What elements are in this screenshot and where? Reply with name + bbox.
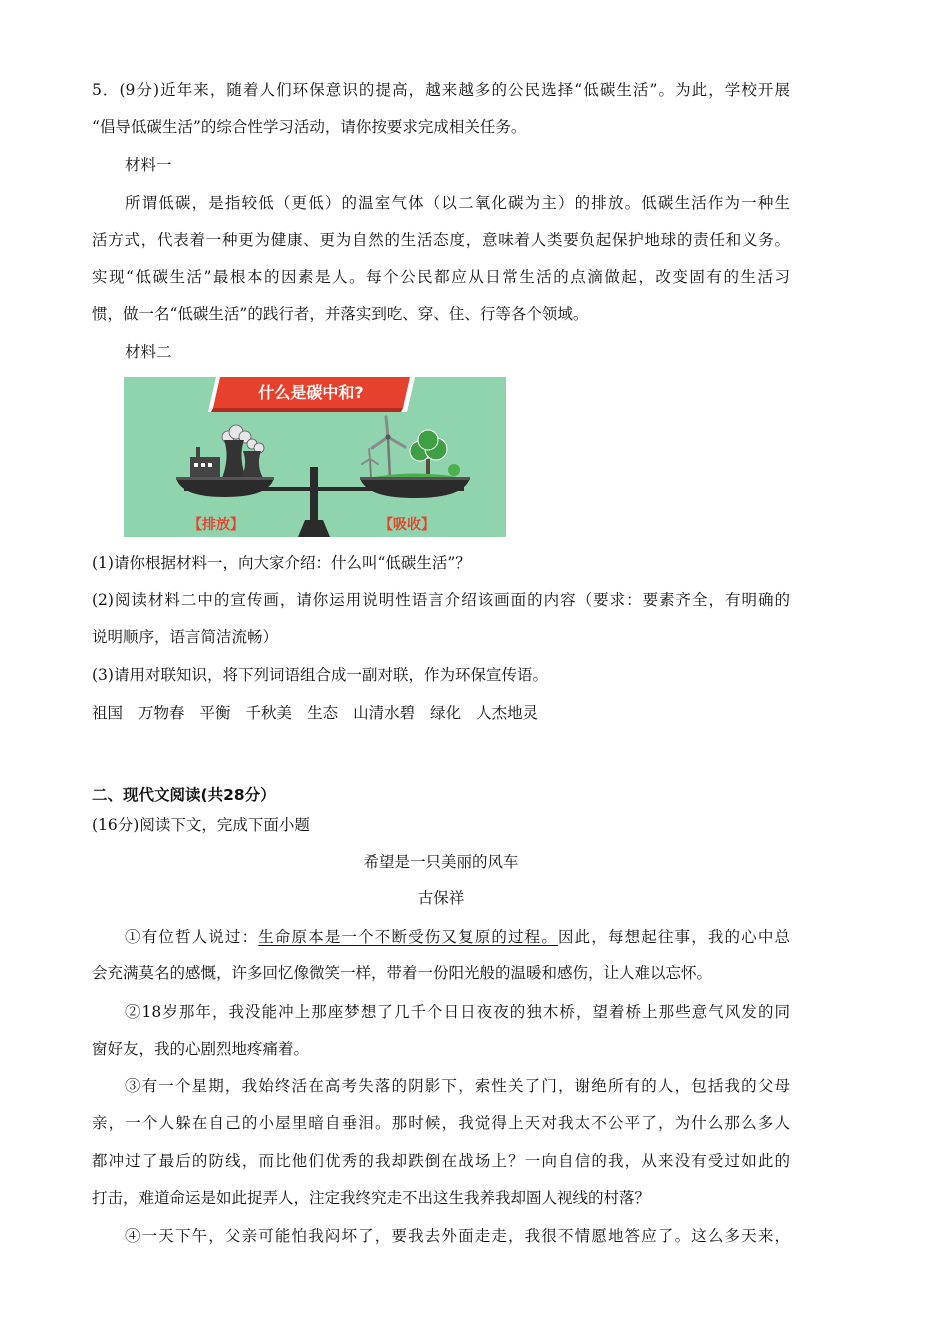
sub-question-3: (3)请用对联知识，将下列词语组合成一副对联，作为环保宣传语。 bbox=[92, 665, 548, 684]
factory-window bbox=[208, 463, 212, 467]
question5-line-1: 5．(9分)近年来，随着人们环保意识的提高，越来越多的公民选择“低碳生活”。为此，学校开展 bbox=[92, 80, 790, 99]
bush bbox=[448, 464, 460, 476]
banner-shadow bbox=[211, 408, 403, 412]
factory-window bbox=[194, 463, 198, 467]
question5-line-2: “倡导低碳生活”的综合性学习活动，请你按要求完成相关任务。 bbox=[92, 117, 527, 136]
paragraph-4-line: ④一天下午，父亲可能怕我闷坏了，要我去外面走走，我很不情愿地答应了。这么多天来， bbox=[125, 1226, 790, 1245]
turbine-hub bbox=[386, 435, 391, 440]
paragraph-3-line: 打击，难道命运是如此捉弄人，注定我终究走不出这生我养我却圄人视线的村落？ bbox=[92, 1188, 651, 1207]
section-heading: 二、现代文阅读(共28分） bbox=[92, 785, 276, 804]
right-pan-rim bbox=[360, 477, 470, 480]
small-turbine-tower bbox=[370, 459, 371, 479]
sub-question-2: (2)阅读材料二中的宣传画，请你运用说明性语言介绍该画面的内容（要求：要素齐全，有明确的 bbox=[92, 590, 790, 609]
article-title: 希望是一只美丽的风车 bbox=[363, 852, 519, 871]
small-turbine-blade bbox=[369, 449, 370, 459]
underlined-quote: 生命原本是一个不断受伤又复原的过程。 bbox=[258, 927, 558, 946]
word-bank-item: 千秋美 bbox=[245, 703, 293, 722]
word-bank-item: 万物春 bbox=[138, 703, 185, 722]
scale-post bbox=[310, 467, 318, 522]
word-bank-item: 平衡 bbox=[199, 703, 231, 722]
paragraph-3-line: 都冲过了最后的防线，而比他们优秀的我却跌倒在战场上？一向自信的我，从来没有受过如此的 bbox=[92, 1151, 790, 1170]
paragraph-1-line: 会充满莫名的感慨，许多回忆像微笑一样，带着一份阳光般的温暖和感伤，让人难以忘怀。 bbox=[92, 963, 713, 982]
material1-line: 所谓低碳，是指较低（更低）的温室气体（以二氧化碳为主）的排放。低碳生活作为一种生 bbox=[125, 193, 790, 212]
material2-label: 材料二 bbox=[125, 342, 172, 361]
word-bank-item: 生态 bbox=[307, 703, 339, 722]
word-bank-item: 山清水碧 bbox=[353, 703, 416, 722]
word-bank-item: 人杰地灵 bbox=[476, 703, 539, 722]
banner-title: 什么是碳中和? bbox=[258, 383, 364, 402]
material1-line: 活方式，代表着一种更为健康、更为自然的生活态度，意味着人类要负起保护地球的责任和义务。 bbox=[92, 230, 790, 249]
factory-building bbox=[190, 457, 220, 478]
paragraph-3-line: ③有一个星期，我始终活在高考失落的阴影下，索性关了门，谢绝所有的人，包括我的父母 bbox=[125, 1076, 790, 1095]
tree-canopy bbox=[418, 430, 438, 450]
material1-line: 惯，做一名“低碳生活”的践行者，并落实到吃、穿、住、行等各个领域。 bbox=[92, 304, 589, 323]
turbine-blade bbox=[386, 417, 388, 437]
factory-window bbox=[201, 463, 205, 467]
carbon-neutral-poster bbox=[124, 377, 506, 537]
left-pan-rim bbox=[176, 477, 274, 480]
paragraph-3-line: 亲，一个人躲在自己的小屋里暗自垂泪。那时候，我觉得上天对我太不公平了，为什么那么多人 bbox=[92, 1113, 790, 1132]
section-instruction: (16分)阅读下文，完成下面小题 bbox=[92, 815, 310, 834]
word-bank bbox=[92, 695, 790, 732]
emission-label: 【排放】 bbox=[188, 517, 244, 533]
paragraph-2-line: 窗好友，我的心剧烈地疼痛着。 bbox=[92, 1039, 310, 1058]
word-bank-item: 祖国 bbox=[92, 703, 124, 722]
word-bank-item: 绿化 bbox=[430, 703, 462, 722]
paragraph-1-line bbox=[125, 919, 790, 956]
sub-question-2-cont: 说明顺序，语言简洁流畅） bbox=[92, 627, 279, 646]
sub-question-1: (1)请你根据材料一，向大家介绍：什么叫“低碳生活”？ bbox=[92, 553, 471, 572]
paragraph-2-line: ②18岁那年，我没能冲上那座梦想了几千个日日夜夜的独木桥，望着桥上那些意气风发的同 bbox=[125, 1002, 790, 1021]
absorption-label: 【吸收】 bbox=[379, 517, 435, 533]
factory-chimney bbox=[196, 447, 200, 458]
material1-line: 实现“低碳生活”最根本的因素是人。每个公民都应从日常生活的点滴做起，改变固有的生活习 bbox=[92, 267, 790, 286]
paragraph-1-rest: 因此，每想起往事，我的心中总 bbox=[557, 927, 790, 946]
paragraph-1-lead: ①有位哲人说过： bbox=[125, 927, 259, 946]
material1-label: 材料一 bbox=[125, 155, 172, 174]
article-author: 古保祥 bbox=[417, 888, 465, 907]
